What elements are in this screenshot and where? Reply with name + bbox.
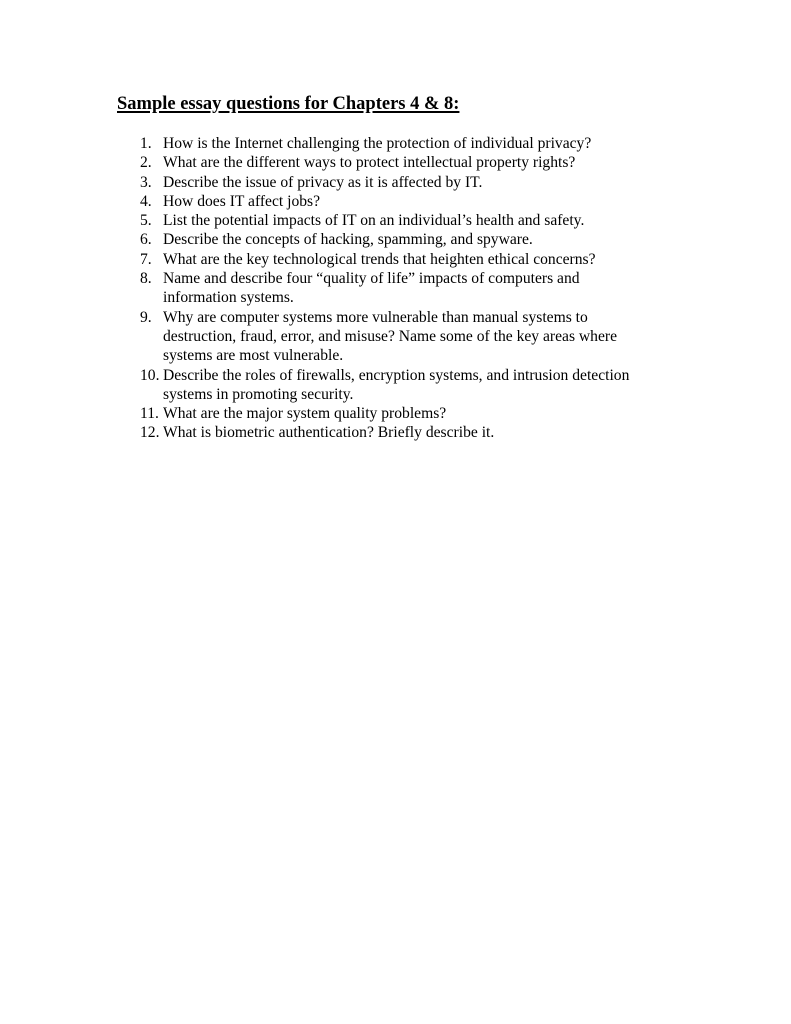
question-number: 12. <box>140 424 160 442</box>
question-text <box>163 366 680 405</box>
question-text-line: How is the Internet challenging the protection of individual privacy? <box>163 135 592 152</box>
question-text <box>163 404 680 423</box>
question-number: 11. <box>140 405 159 423</box>
question-item <box>140 153 680 172</box>
question-text <box>163 423 680 442</box>
question-text <box>163 269 680 308</box>
question-number: 6. <box>140 231 152 249</box>
question-text-line: List the potential impacts of IT on an individual’s health and safety. <box>163 212 585 230</box>
question-item <box>140 366 680 405</box>
question-number: 1. <box>140 135 152 152</box>
question-item <box>140 404 680 423</box>
question-number: 4. <box>140 192 152 210</box>
question-text-line: information systems. <box>163 289 294 307</box>
question-number: 8. <box>140 270 152 288</box>
question-item <box>140 308 680 366</box>
question-number: 7. <box>140 250 152 268</box>
question-text <box>163 192 680 211</box>
question-text <box>163 308 680 366</box>
question-text-line: Name and describe four “quality of life” impacts of computers and <box>163 270 580 288</box>
question-text-line: systems are most vulnerable. <box>163 347 344 365</box>
page-title: Sample essay questions for Chapters 4 & 8: <box>117 94 460 114</box>
question-text-line: destruction, fraud, error, and misuse? Name some of the key areas where <box>163 327 618 345</box>
question-text <box>163 153 680 172</box>
question-number: 3. <box>140 173 152 191</box>
question-text-line: Describe the roles of firewalls, encryption systems, and intrusion detection <box>163 366 630 384</box>
question-item <box>140 173 680 192</box>
question-text-line: Describe the issue of privacy as it is affected by IT. <box>163 173 483 191</box>
question-number: 2. <box>140 154 152 172</box>
question-item <box>140 230 680 249</box>
question-text <box>163 250 680 269</box>
question-item <box>140 211 680 230</box>
question-text <box>163 230 680 249</box>
question-number: 5. <box>140 212 152 230</box>
question-text-line: What are the different ways to protect intellectual property rights? <box>163 154 576 172</box>
question-list <box>140 134 680 443</box>
question-item <box>140 134 680 153</box>
question-text-line: Why are computer systems more vulnerable than manual systems to <box>163 308 588 326</box>
question-text-line: Describe the concepts of hacking, spamming, and spyware. <box>163 231 533 249</box>
question-text <box>163 173 680 192</box>
question-number: 10. <box>140 366 160 384</box>
question-number: 9. <box>140 308 152 326</box>
question-item <box>140 192 680 211</box>
question-text <box>163 134 680 153</box>
question-text-line: systems in promoting security. <box>163 385 354 403</box>
question-item <box>140 423 680 442</box>
question-text-line: What is biometric authentication? Briefly describe it. <box>163 424 495 442</box>
question-text-line: How does IT affect jobs? <box>163 192 321 210</box>
question-text-line: What are the major system quality problems? <box>163 405 447 423</box>
question-text-line: What are the key technological trends that heighten ethical concerns? <box>163 250 596 268</box>
question-text <box>163 211 680 230</box>
question-item <box>140 269 680 308</box>
question-item <box>140 250 680 269</box>
